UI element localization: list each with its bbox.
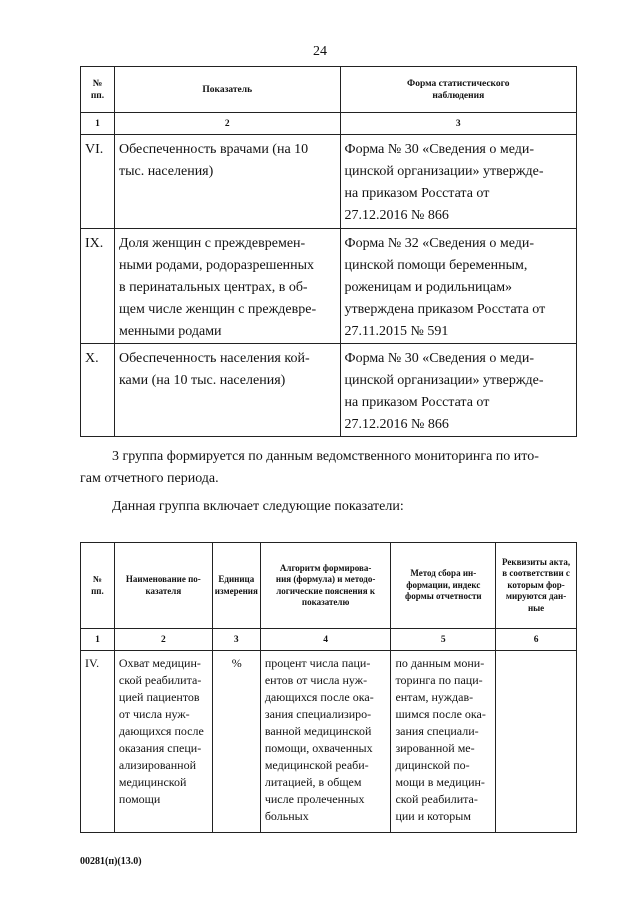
statistics-forms-table: [80, 66, 577, 437]
table1-colnum: 1: [81, 113, 115, 135]
algorithm-cell: процент числа паци- ентов от числа нуж- дающихся после ока- зания специализиро- ванной медицинской помощи, охваченных медицинской реаби- литацией, в общем числе пролеченных больных: [260, 651, 391, 833]
table-row: [81, 229, 577, 344]
page-number: 24: [313, 44, 327, 59]
table1-header-form: Форма статистического наблюдения: [340, 67, 576, 113]
table2-colnum: 6: [496, 629, 577, 651]
row-number: IX.: [81, 229, 115, 344]
row-number: X.: [81, 344, 115, 437]
table1-colnum: 2: [114, 113, 340, 135]
row-number: VI.: [81, 135, 115, 229]
group3-paragraph: 3 группа формируется по данным ведомственного мониторинга по ито- гам отчетного периода.: [80, 449, 539, 486]
table2-colnum: 4: [260, 629, 391, 651]
table2-colnum: 1: [81, 629, 115, 651]
table1-colnum: 3: [340, 113, 576, 135]
indicator-name-cell: Охват медицин- ской реабилита- цией пациентов от числа нуж- дающихся после оказания специ- ализированной медицинской помощи: [114, 651, 212, 833]
form-cell: Форма № 32 «Сведения о меди- цинской помощи беременным, роженицам и родильницам» утверждена приказом Росстата от 27.11.2015 № 591: [340, 229, 576, 344]
table2-colnum: 3: [212, 629, 260, 651]
table2-header-act: Реквизиты акта, в соответствии с которым фор- мируются дан- ные: [496, 543, 577, 629]
document-code: 00281(п)(13.0): [80, 856, 142, 867]
table2-number-row: [81, 629, 577, 651]
table2-header-name: Наименование по- казателя: [114, 543, 212, 629]
indicator-cell: Обеспеченность врачами (на 10 тыс. населения): [114, 135, 340, 229]
indicators-table: [80, 542, 577, 833]
group-includes-paragraph: Данная группа включает следующие показатели:: [112, 499, 404, 514]
table-row: [81, 135, 577, 229]
indicator-cell: Доля женщин с преждевремен- ными родами, родоразрешенных в перинатальных центрах, в об- щем числе женщин с преждевре- менными родами: [114, 229, 340, 344]
form-cell: Форма № 30 «Сведения о меди- цинской организации» утвержде- на приказом Росстата от 27.12.2016 № 866: [340, 135, 576, 229]
table2-header-num: № пп.: [81, 543, 115, 629]
table2-header-algorithm: Алгоритм формирова- ния (формула) и методо- логические пояснения к показателю: [260, 543, 391, 629]
table1-header-indicator: Показатель: [114, 67, 340, 113]
act-cell: [496, 651, 577, 833]
unit-cell: %: [212, 651, 260, 833]
table2-colnum: 5: [391, 629, 496, 651]
table1-header-num: № пп.: [81, 67, 115, 113]
table1-number-row: [81, 113, 577, 135]
indicator-cell: Обеспеченность населения кой- ками (на 10 тыс. населения): [114, 344, 340, 437]
table-row: [81, 344, 577, 437]
table2-header-row: [81, 543, 577, 629]
table2-header-method: Метод сбора ин- формации, индекс формы отчетности: [391, 543, 496, 629]
method-cell: по данным мони- торинга по паци- ентам, нуждав- шимся после ока- зания специали- зированной ме- дицинской по- мощи в медицин- ской реабилита- ции и которым: [391, 651, 496, 833]
form-cell: Форма № 30 «Сведения о меди- цинской организации» утвержде- на приказом Росстата от 27.12.2016 № 866: [340, 344, 576, 437]
table-row: [81, 651, 577, 833]
row-number: IV.: [81, 651, 115, 833]
table1-header-row: [81, 67, 577, 113]
table2-colnum: 2: [114, 629, 212, 651]
table2-header-unit: Единица измерения: [212, 543, 260, 629]
